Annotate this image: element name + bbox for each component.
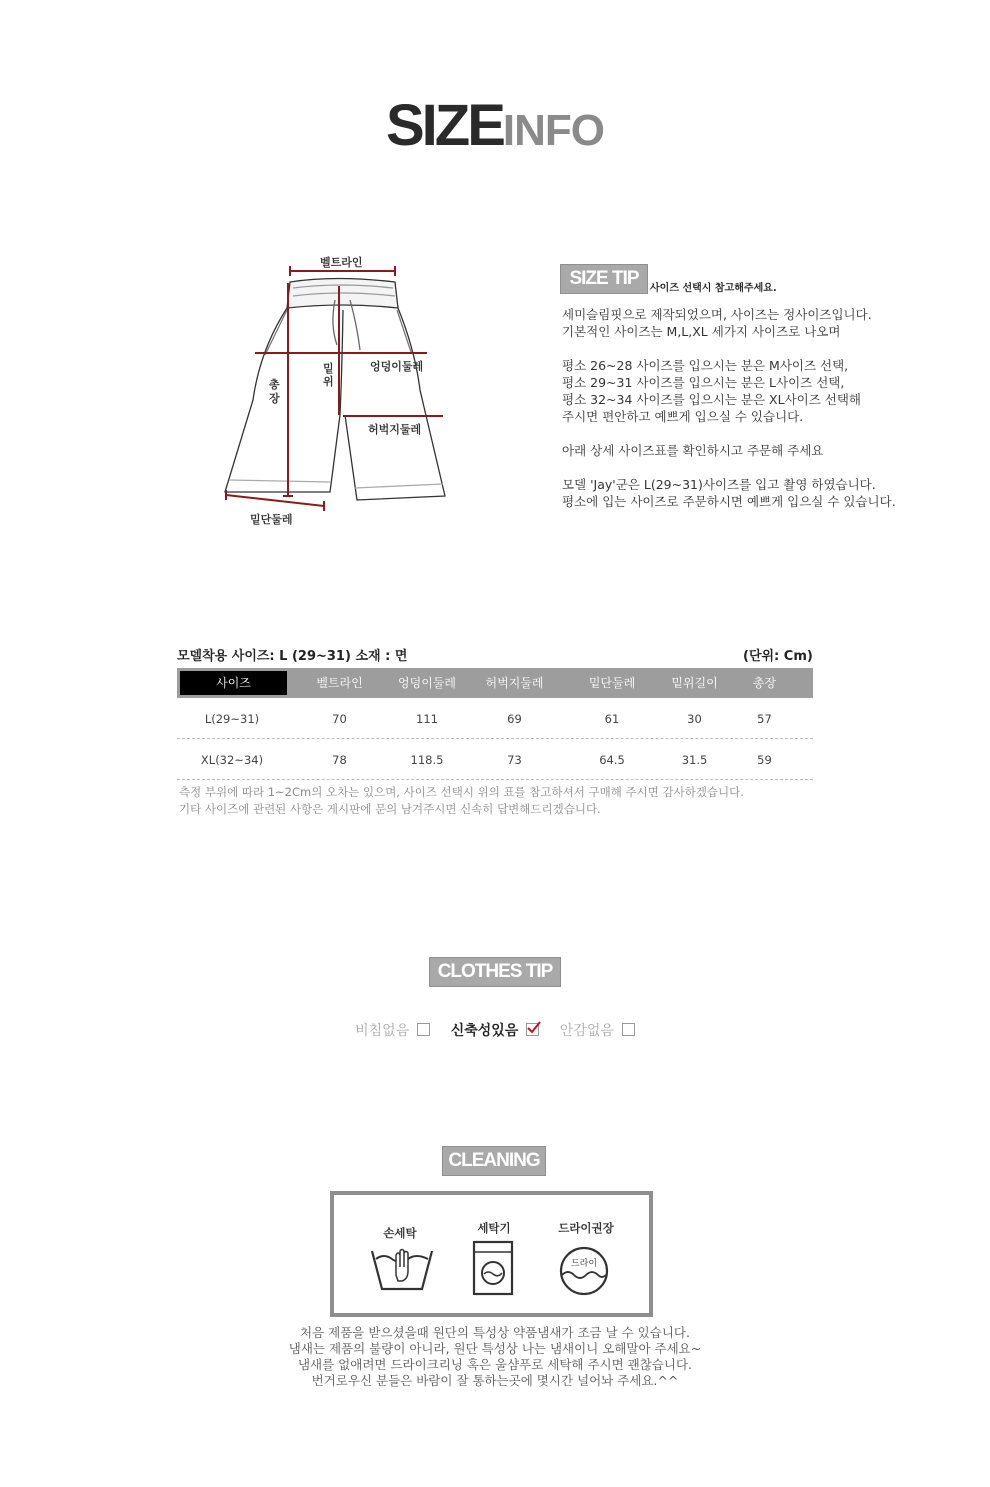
table-row [177, 698, 813, 739]
note-line: 번거로우신 분들은 바람이 잘 통하는곳에 몇시간 널어놔 주세요.^^ [311, 1373, 679, 1388]
option-label: 비침없음 [355, 1023, 410, 1039]
header-hem: 밑단둘레 [588, 676, 636, 690]
note-line: 처음 제품을 받으셨을때 원단의 특성상 약품냄새가 조금 날 수 있습니다. [300, 1325, 690, 1340]
cleaning-badge: CLEANING [442, 1146, 546, 1176]
cell: 61 [604, 712, 620, 726]
option-no-sheer [355, 1020, 430, 1040]
tip-line: 평소 26~28 사이즈를 입으시는 분은 M사이즈 선택, [562, 358, 849, 373]
tip-line [562, 459, 972, 476]
note-line: 기타 사이즈에 관련된 사항은 게시판에 문의 남겨주시면 신속히 답변해드리겠습니다. [179, 802, 601, 816]
header-length: 총장 [752, 676, 777, 690]
cleaning-notes [0, 1325, 990, 1389]
cell: 118.5 [410, 753, 444, 767]
unit-label: (단위: Cm) [743, 649, 813, 664]
clothes-tip-badge: CLOTHES TIP [429, 957, 561, 987]
option-label: 신축성있음 [450, 1023, 519, 1039]
tip-line [562, 425, 972, 442]
dry-clean-icon [558, 1245, 610, 1297]
label-length-2: 장 [269, 392, 280, 405]
label-hip: 엉덩이둘레 [370, 360, 424, 373]
checked-checkbox-icon [526, 1023, 539, 1036]
cell: 57 [757, 712, 772, 726]
cell: 111 [416, 712, 438, 726]
size-tip-badge: SIZE TIP [560, 264, 648, 294]
fabric-options [0, 1020, 990, 1040]
tip-line [562, 340, 972, 357]
cell: 69 [507, 712, 522, 726]
label-hem: 밑단둘레 [250, 513, 293, 526]
care-label-dry-clean: 드라이권장 [558, 1221, 614, 1235]
label-belt-line: 벨트라인 [320, 256, 363, 269]
care-label-hand-wash: 손세탁 [383, 1226, 417, 1240]
care-box [330, 1191, 653, 1317]
cell: XL(32~34) [200, 753, 264, 767]
tip-line: 평소에 입는 사이즈로 주문하시면 예쁘게 입으실 수 있습니다. [562, 494, 896, 509]
option-no-lining [560, 1020, 635, 1040]
size-note [179, 784, 744, 818]
cell: 78 [332, 753, 347, 767]
note-line: 냄새는 제품의 불량이 아니라, 원단 특성상 나는 냄새이니 오해말아 주세요~ [288, 1341, 702, 1356]
note-line: 냄새를 없애려면 드라이크리닝 혹은 울샴푸로 세탁해 주시면 괜찮습니다. [297, 1357, 693, 1372]
tip-line: 기본적인 사이즈는 M,L,XL 세가지 사이즈로 나오며 [562, 324, 841, 339]
cell: 73 [507, 753, 522, 767]
label-rise-1: 밑 [323, 362, 334, 375]
header-size: 사이즈 [180, 671, 287, 695]
table-row [177, 739, 813, 780]
dry-icon-text: 드라이 [570, 1259, 598, 1269]
label-thigh: 허벅지둘레 [368, 423, 422, 436]
shorts-illustration [215, 250, 455, 540]
header-thigh: 허벅지둘레 [485, 676, 544, 690]
size-tip-text [562, 306, 972, 510]
cell: L(29~31) [204, 712, 260, 726]
header-hip: 엉덩이둘레 [398, 676, 456, 690]
page-title [0, 92, 990, 159]
label-rise-2: 위 [323, 375, 334, 388]
header-rise: 밑위길이 [671, 676, 718, 690]
shorts-diagram [215, 250, 455, 540]
care-label-machine: 세탁기 [477, 1221, 511, 1235]
tip-line: 아래 상세 사이즈표를 확인하시고 주문해 주세요 [562, 443, 824, 458]
checkbox-icon [622, 1023, 635, 1036]
label-length-1: 총 [269, 378, 280, 391]
cell: 70 [332, 712, 347, 726]
size-tip-caption: 사이즈 선택시 참고해주세요. [650, 283, 777, 294]
option-stretch [451, 1020, 540, 1040]
title-size: SIZE [385, 93, 503, 158]
title-info: INFO [502, 106, 605, 155]
tip-line: 모델 'Jay'군은 L(29~31)사이즈를 입고 촬영 하였습니다. [562, 477, 876, 492]
hand-wash-icon [370, 1245, 434, 1295]
note-line: 측정 부위에 따라 1~2Cm의 오차는 있으며, 사이즈 선택시 위의 표를 참고하셔서 구매해 주시면 감사하겠습니다. [179, 785, 744, 799]
cell: 59 [757, 753, 772, 767]
option-label: 안감없음 [559, 1023, 614, 1039]
washing-machine-icon [472, 1240, 516, 1298]
size-table [177, 668, 813, 780]
table-header [177, 668, 813, 698]
tip-line: 세미슬림핏으로 제작되었으며, 사이즈는 정사이즈입니다. [562, 307, 872, 322]
cell: 31.5 [681, 753, 708, 767]
tip-line: 주시면 편안하고 예쁘게 입으실 수 있습니다. [562, 409, 804, 424]
cell: 30 [687, 712, 702, 726]
tip-line: 평소 29~31 사이즈를 입으시는 분은 L사이즈 선택, [562, 375, 845, 390]
tip-line: 평소 32~34 사이즈를 입으시는 분은 XL사이즈 선택해 [562, 392, 862, 407]
model-info: 모델착용 사이즈: L (29~31) 소재 : 면 [177, 649, 408, 664]
header-belt: 벨트라인 [316, 676, 363, 690]
checkbox-icon [417, 1023, 430, 1036]
cell: 64.5 [599, 753, 625, 767]
